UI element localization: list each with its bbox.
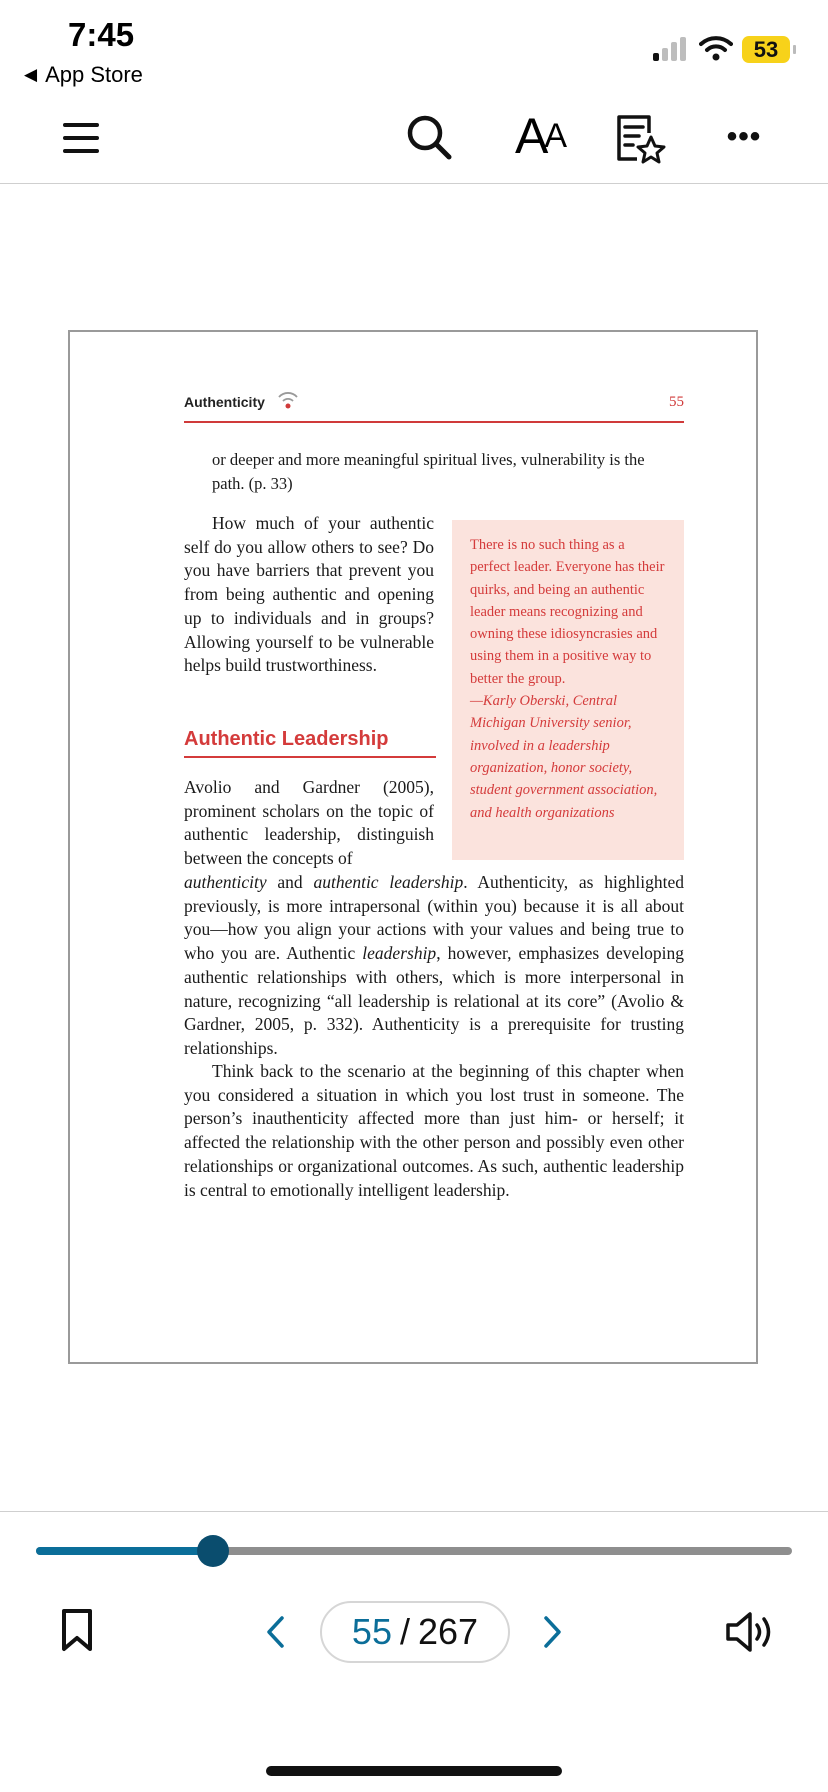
page-separator: / bbox=[399, 1611, 410, 1652]
term-authentic-leadership: authentic leadership bbox=[313, 872, 464, 892]
wifi-icon bbox=[699, 34, 733, 62]
paragraph-1 bbox=[184, 512, 434, 678]
chevron-right-icon bbox=[540, 1612, 566, 1652]
paragraph-2-start: Avolio and Gardner (2005), prominent scholars on the topic of authentic leadership, distinguish between the concepts of bbox=[184, 777, 434, 869]
paragraph-2-text-b: , however, emphasizes developing authentic relationships with others, which is more interpersonal in nature, recognizing “all leadership is relational at its core” (Avolio & Gardner, 2005, p. 332). Authenticity is a prerequisite for trusting relationships. bbox=[184, 943, 684, 1058]
current-page: 55 bbox=[351, 1611, 392, 1652]
section-heading: Authentic Leadership bbox=[184, 728, 389, 750]
reading-progress-slider[interactable] bbox=[36, 1547, 792, 1555]
back-to-app-store-button[interactable] bbox=[24, 62, 143, 88]
book-page bbox=[68, 330, 758, 1364]
text-and: and bbox=[266, 872, 314, 892]
term-authenticity: authenticity bbox=[184, 872, 267, 892]
progress-thumb[interactable] bbox=[197, 1535, 229, 1567]
quote-continuation: or deeper and more meaningful spiritual lives, vulnerability is the path. (p. 33) bbox=[212, 450, 645, 493]
running-head bbox=[184, 394, 684, 418]
paragraph-3: Think back to the scenario at the beginning of this chapter when you considered a situation in which you lost trust in someone. The person’s inauthenticity affected more than just him- or herself; it affected the relationship with the other person and possibly even other relationships or organizational outcomes. As such, authentic leadership is central to emotionally intelligent leadership. bbox=[184, 1061, 684, 1200]
speaker-icon bbox=[724, 1610, 776, 1654]
bottom-divider bbox=[0, 1511, 828, 1512]
signal-waves-icon bbox=[276, 389, 300, 411]
sidebar-attribution: —Karly Oberski, Central Michigan University senior, involved in a leadership organization, honor society, student government association, and health organizations bbox=[470, 693, 658, 821]
section-heading-rule bbox=[184, 756, 436, 758]
chevron-left-icon bbox=[262, 1612, 288, 1652]
notes-button[interactable] bbox=[612, 112, 668, 166]
search-button[interactable] bbox=[402, 110, 456, 164]
notes-star-icon bbox=[613, 113, 667, 165]
more-dots-icon: ••• bbox=[726, 120, 762, 153]
read-aloud-button[interactable] bbox=[724, 1610, 776, 1654]
term-leadership: leadership bbox=[362, 943, 437, 964]
paragraph-2-continued bbox=[184, 871, 684, 1061]
paragraph-2-text-a: . Authenticity, as highlighted previously, is more intrapersonal (within you) because it is all about you—how you align your actions with your values and being true to who you are. Authentic bbox=[184, 872, 684, 964]
hamburger-menu-icon bbox=[62, 121, 102, 155]
back-triangle-icon: ◀ bbox=[24, 65, 38, 84]
toolbar-divider bbox=[0, 183, 828, 184]
text-size-icon: A bbox=[514, 108, 545, 164]
previous-page-button[interactable] bbox=[262, 1612, 288, 1652]
running-head-title: Authenticity bbox=[184, 394, 265, 410]
menu-button[interactable] bbox=[60, 118, 104, 158]
search-icon bbox=[404, 112, 454, 162]
total-pages: 267 bbox=[417, 1611, 479, 1652]
back-label: App Store bbox=[45, 62, 143, 87]
status-time: 7:45 bbox=[68, 16, 135, 53]
home-indicator bbox=[266, 1766, 562, 1776]
text-size-small-glyph: A bbox=[544, 116, 568, 155]
page-indicator[interactable] bbox=[320, 1601, 510, 1663]
bookmark-icon bbox=[60, 1608, 94, 1652]
more-options-button[interactable] bbox=[722, 122, 766, 152]
battery-indicator: 53 bbox=[742, 36, 790, 63]
progress-fill bbox=[36, 1547, 213, 1555]
running-head-rule bbox=[184, 421, 684, 423]
cellular-signal-icon bbox=[652, 36, 690, 62]
sidebar-quote-box bbox=[452, 520, 684, 860]
bookmark-button[interactable] bbox=[60, 1608, 94, 1652]
text-size-button[interactable] bbox=[506, 108, 576, 164]
running-head-page-number: 55 bbox=[669, 394, 684, 410]
next-page-button[interactable] bbox=[540, 1612, 566, 1652]
sidebar-quote-text: There is no such thing as a perfect leader. Everyone has their quirks, and being an authentic leader means recognizing and owning these idiosyncrasies and using them in a positive way to better the group. bbox=[470, 537, 665, 687]
paragraph-1-text: How much of your authentic self do you allow others to see? Do you have barriers that prevent you from being authentic and opening up to individuals and in groups? Allowing yourself to be vulnerable helps build trustworthiness. bbox=[184, 513, 434, 676]
